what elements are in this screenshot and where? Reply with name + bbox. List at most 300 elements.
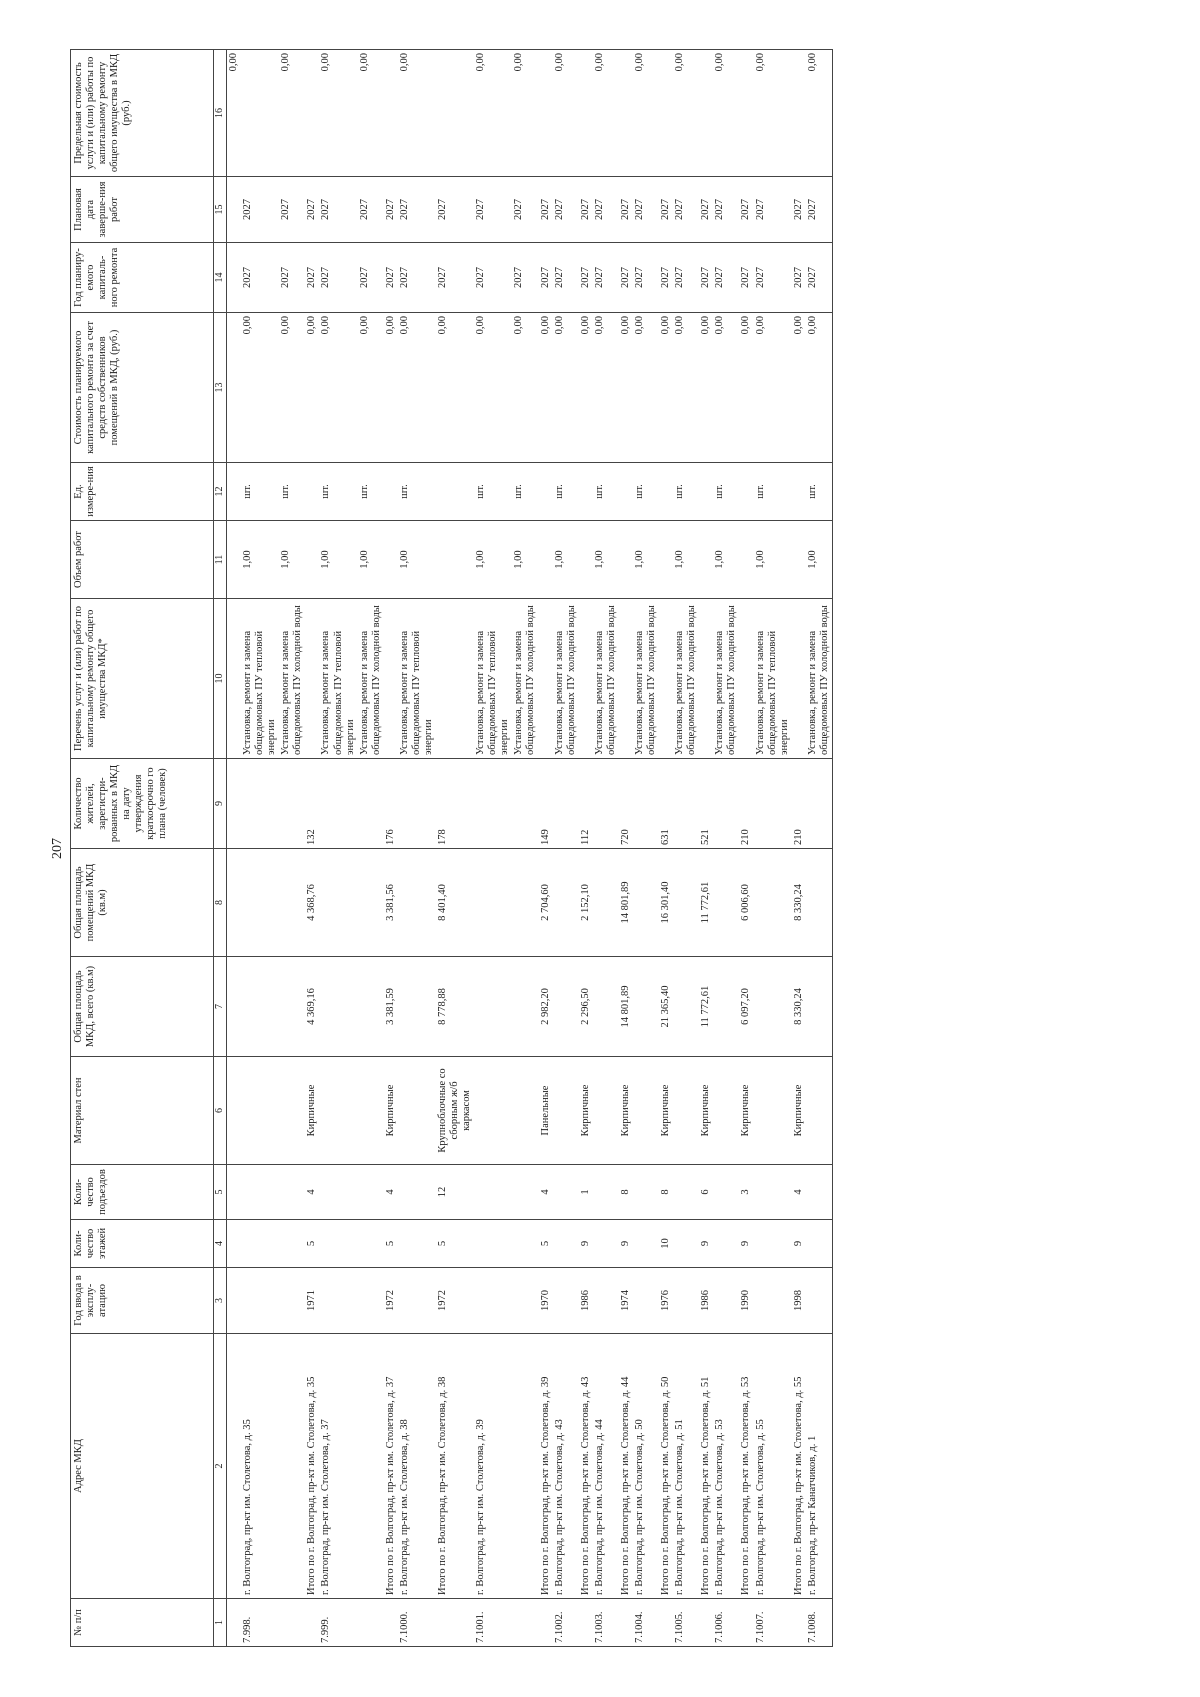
cell-floors-count: 9: [619, 1220, 633, 1268]
cell-residents-count: [279, 759, 305, 849]
cell-end-date: 2027: [699, 177, 713, 243]
table-row: [739, 50, 753, 1647]
cell-residents-count: [633, 759, 659, 849]
cell-end-date: 2027: [739, 177, 753, 243]
cell-unit: шт.: [633, 463, 659, 521]
cell-address: г. Волгоград, пр-кт им. Столетова, д. 43: [553, 1334, 579, 1599]
cell-commission-year: 1976: [659, 1268, 673, 1334]
cell-end-date: 2027: [279, 177, 305, 243]
cell-commission-year: 1974: [619, 1268, 633, 1334]
cell-address: г. Волгоград, пр-кт им. Столетова, д. 38: [398, 1334, 436, 1599]
cell-unit: шт.: [319, 463, 357, 521]
cell-cost: 0,00: [553, 313, 579, 463]
cell-works-list: [539, 599, 553, 759]
cell-total-area: 6 097,20: [739, 957, 753, 1057]
cell-commission-year: 1972: [384, 1268, 398, 1334]
cell-work-volume: 1,00: [319, 521, 357, 599]
cell-entrances-count: [713, 1165, 739, 1220]
cell-unit: [579, 463, 593, 521]
column-header: Коли-чество подъездов: [71, 1165, 214, 1220]
column-number: 14: [214, 243, 227, 313]
cell-work-volume: [699, 521, 713, 599]
column-number: 1: [214, 1599, 227, 1647]
cell-unit: шт.: [754, 463, 792, 521]
column-number: 5: [214, 1165, 227, 1220]
cell-unit: шт.: [474, 463, 512, 521]
column-header: Год ввода в эксплу-атацию: [71, 1268, 214, 1334]
cell-rooms-area: [398, 849, 436, 957]
cell-commission-year: [474, 1268, 512, 1334]
cell-plan-year: 2027: [474, 243, 512, 313]
cell-rooms-area: 4 368,76: [305, 849, 319, 957]
cell-rooms-area: 8 330,24: [792, 849, 806, 957]
cell-wall-material: Кирпичные: [792, 1057, 806, 1165]
cell-cost: 0,00: [474, 313, 512, 463]
cell-cost: 0,00: [436, 313, 474, 463]
table-row: [319, 50, 357, 1647]
cell-works-list: [384, 599, 398, 759]
cell-cost: [227, 313, 242, 463]
cell-total-area: 8 778,88: [436, 957, 474, 1057]
cell-total-area: [512, 957, 538, 1057]
cell-total-area: [713, 957, 739, 1057]
table-row: [659, 50, 673, 1647]
cell-work-volume: 1,00: [633, 521, 659, 599]
table-row: [436, 50, 474, 1647]
cell-entrances-count: 4: [384, 1165, 398, 1220]
cell-rooms-area: 14 801,89: [619, 849, 633, 957]
cell-row-number: [227, 1599, 242, 1647]
column-number: 11: [214, 521, 227, 599]
table-row: [806, 50, 833, 1647]
cell-rooms-area: [319, 849, 357, 957]
table-row: [579, 50, 593, 1647]
cell-address: Итого по г. Волгоград, пр-кт им. Столетова, д. 39: [539, 1334, 553, 1599]
cell-unit: шт.: [553, 463, 579, 521]
table-row: [305, 50, 319, 1647]
cell-commission-year: [806, 1268, 833, 1334]
column-number: 12: [214, 463, 227, 521]
cell-limit-cost: [659, 50, 673, 177]
cell-wall-material: Кирпичные: [384, 1057, 398, 1165]
cell-plan-year: 2027: [593, 243, 619, 313]
cell-works-list: Установка, ремонт и замена общедомовых ПУ тепловой энергии: [754, 599, 792, 759]
cell-address: г. Волгоград, пр-кт им. Столетова, д. 37: [319, 1334, 357, 1599]
cell-commission-year: [593, 1268, 619, 1334]
column-number: 13: [214, 313, 227, 463]
cell-entrances-count: [474, 1165, 512, 1220]
cell-address: [512, 1334, 538, 1599]
cell-floors-count: 9: [792, 1220, 806, 1268]
cell-limit-cost: 0,00: [633, 50, 659, 177]
cell-floors-count: [512, 1220, 538, 1268]
column-number: 3: [214, 1268, 227, 1334]
cell-commission-year: 1998: [792, 1268, 806, 1334]
cell-rooms-area: [241, 849, 279, 957]
cell-cost: 0,00: [358, 313, 384, 463]
column-number: 2: [214, 1334, 227, 1599]
cell-total-area: [319, 957, 357, 1057]
cell-works-list: Установка, ремонт и замена общедомовых ПУ тепловой энергии: [319, 599, 357, 759]
cell-works-list: [227, 599, 242, 759]
table-row: [241, 50, 279, 1647]
cell-floors-count: [754, 1220, 792, 1268]
cell-unit: шт.: [398, 463, 436, 521]
cell-plan-year: 2027: [579, 243, 593, 313]
cell-end-date: 2027: [305, 177, 319, 243]
column-header: Коли-чество этажей: [71, 1220, 214, 1268]
cell-end-date: 2027: [792, 177, 806, 243]
cell-limit-cost: 0,00: [754, 50, 792, 177]
cell-works-list: Установка, ремонт и замена общедомовых ПУ холодной воды: [553, 599, 579, 759]
table-row: [539, 50, 553, 1647]
cell-floors-count: 9: [579, 1220, 593, 1268]
cell-residents-count: 132: [305, 759, 319, 849]
cell-plan-year: 2027: [792, 243, 806, 313]
table-row: [699, 50, 713, 1647]
cell-works-list: Установка, ремонт и замена общедомовых ПУ тепловой энергии: [474, 599, 512, 759]
cell-rooms-area: [633, 849, 659, 957]
cell-plan-year: 2027: [659, 243, 673, 313]
cell-row-number: [699, 1599, 713, 1647]
cell-residents-count: [713, 759, 739, 849]
cell-works-list: [739, 599, 753, 759]
cell-plan-year: 2027: [512, 243, 538, 313]
cell-limit-cost: [619, 50, 633, 177]
cell-total-area: [593, 957, 619, 1057]
cell-address: Итого по г. Волгоград, пр-кт им. Столетова, д. 50: [659, 1334, 673, 1599]
cell-commission-year: [227, 1268, 242, 1334]
cell-rooms-area: [358, 849, 384, 957]
cell-row-number: [358, 1599, 384, 1647]
cell-work-volume: [384, 521, 398, 599]
cell-commission-year: 1986: [579, 1268, 593, 1334]
cell-wall-material: [633, 1057, 659, 1165]
cell-floors-count: [593, 1220, 619, 1268]
cell-unit: шт.: [713, 463, 739, 521]
cell-address: Итого по г. Волгоград, пр-кт им. Столетова, д. 53: [739, 1334, 753, 1599]
cell-end-date: 2027: [713, 177, 739, 243]
cell-work-volume: [739, 521, 753, 599]
cell-row-number: [792, 1599, 806, 1647]
cell-works-list: Установка, ремонт и замена общедомовых ПУ холодной воды: [358, 599, 384, 759]
cell-row-number: 7.1003.: [593, 1599, 619, 1647]
cell-cost: 0,00: [619, 313, 633, 463]
cell-cost: 0,00: [305, 313, 319, 463]
cell-end-date: 2027: [319, 177, 357, 243]
cell-cost: 0,00: [713, 313, 739, 463]
cell-residents-count: [806, 759, 833, 849]
cell-wall-material: [512, 1057, 538, 1165]
table-row: [713, 50, 739, 1647]
column-header: Общая площадь помещений МКД (кв.м): [71, 849, 214, 957]
cell-wall-material: Кирпичные: [739, 1057, 753, 1165]
cell-works-list: Установка, ремонт и замена общедомовых ПУ холодной воды: [512, 599, 538, 759]
cell-work-volume: 1,00: [279, 521, 305, 599]
cell-unit: [384, 463, 398, 521]
cell-row-number: 7.1001.: [474, 1599, 512, 1647]
cell-commission-year: [633, 1268, 659, 1334]
cell-limit-cost: [539, 50, 553, 177]
cell-commission-year: 1971: [305, 1268, 319, 1334]
cell-floors-count: [358, 1220, 384, 1268]
table-row: [398, 50, 436, 1647]
cell-works-list: [659, 599, 673, 759]
cell-residents-count: 176: [384, 759, 398, 849]
cell-rooms-area: [754, 849, 792, 957]
cell-rooms-area: 2 152,10: [579, 849, 593, 957]
cell-limit-cost: 0,00: [474, 50, 512, 177]
cell-work-volume: 1,00: [713, 521, 739, 599]
cell-entrances-count: 4: [792, 1165, 806, 1220]
cell-limit-cost: 0,00: [512, 50, 538, 177]
table-row: [754, 50, 792, 1647]
cell-cost: 0,00: [539, 313, 553, 463]
cell-residents-count: 521: [699, 759, 713, 849]
cell-wall-material: [241, 1057, 279, 1165]
cell-floors-count: [673, 1220, 699, 1268]
cell-floors-count: 9: [699, 1220, 713, 1268]
cell-commission-year: [512, 1268, 538, 1334]
cell-address: Итого по г. Волгоград, пр-кт им. Столетова, д. 44: [619, 1334, 633, 1599]
cell-work-volume: 1,00: [754, 521, 792, 599]
cell-residents-count: [553, 759, 579, 849]
cell-wall-material: [398, 1057, 436, 1165]
cell-residents-count: [754, 759, 792, 849]
cell-entrances-count: [633, 1165, 659, 1220]
cell-address: г. Волгоград, пр-кт им. Столетова, д. 55: [754, 1334, 792, 1599]
cell-work-volume: 1,00: [806, 521, 833, 599]
cell-commission-year: 1986: [699, 1268, 713, 1334]
cell-plan-year: 2027: [436, 243, 474, 313]
cell-unit: шт.: [279, 463, 305, 521]
cell-wall-material: Панельные: [539, 1057, 553, 1165]
cell-limit-cost: [436, 50, 474, 177]
cell-row-number: [579, 1599, 593, 1647]
cell-unit: шт.: [241, 463, 279, 521]
cell-limit-cost: 0,00: [806, 50, 833, 177]
cell-work-volume: [436, 521, 474, 599]
cell-unit: [619, 463, 633, 521]
cell-commission-year: [673, 1268, 699, 1334]
cell-entrances-count: 12: [436, 1165, 474, 1220]
column-number: 9: [214, 759, 227, 849]
cell-limit-cost: 0,00: [713, 50, 739, 177]
cell-row-number: [512, 1599, 538, 1647]
cell-plan-year: 2027: [754, 243, 792, 313]
cell-limit-cost: 0,00: [227, 50, 242, 177]
cell-cost: 0,00: [319, 313, 357, 463]
cell-total-area: 14 801,89: [619, 957, 633, 1057]
cell-total-area: [241, 957, 279, 1057]
cell-rooms-area: 2 704,60: [539, 849, 553, 957]
cell-rooms-area: [553, 849, 579, 957]
header-row: [71, 50, 214, 1647]
cell-work-volume: 1,00: [673, 521, 699, 599]
cell-total-area: 8 330,24: [792, 957, 806, 1057]
cell-row-number: 7.1007.: [754, 1599, 792, 1647]
cell-plan-year: 2027: [673, 243, 699, 313]
cell-rooms-area: [713, 849, 739, 957]
cell-address: [279, 1334, 305, 1599]
cell-end-date: 2027: [673, 177, 699, 243]
cell-wall-material: [319, 1057, 357, 1165]
cell-entrances-count: [227, 1165, 242, 1220]
cell-cost: 0,00: [279, 313, 305, 463]
cell-unit: шт.: [358, 463, 384, 521]
cell-limit-cost: [739, 50, 753, 177]
cell-end-date: 2027: [593, 177, 619, 243]
cell-plan-year: 2027: [633, 243, 659, 313]
cell-floors-count: 5: [539, 1220, 553, 1268]
cell-residents-count: 720: [619, 759, 633, 849]
cell-unit: шт.: [593, 463, 619, 521]
column-header: Общая площадь МКД, всего (кв.м): [71, 957, 214, 1057]
cell-work-volume: [659, 521, 673, 599]
cell-total-area: 4 369,16: [305, 957, 319, 1057]
cell-rooms-area: 3 381,56: [384, 849, 398, 957]
table-row: [358, 50, 384, 1647]
cell-row-number: 7.999.: [319, 1599, 357, 1647]
cell-end-date: 2027: [358, 177, 384, 243]
cell-entrances-count: [593, 1165, 619, 1220]
cell-wall-material: Кирпичные: [619, 1057, 633, 1165]
cell-limit-cost: 0,00: [398, 50, 436, 177]
column-number-row: [214, 50, 227, 1647]
cell-cost: 0,00: [699, 313, 713, 463]
cell-total-area: [633, 957, 659, 1057]
cell-floors-count: [279, 1220, 305, 1268]
cell-cost: 0,00: [754, 313, 792, 463]
cell-address: Итого по г. Волгоград, пр-кт им. Столетова, д. 37: [384, 1334, 398, 1599]
cell-wall-material: Кирпичные: [699, 1057, 713, 1165]
table-row: [553, 50, 579, 1647]
cell-limit-cost: 0,00: [319, 50, 357, 177]
cell-residents-count: 210: [739, 759, 753, 849]
cell-plan-year: 2027: [358, 243, 384, 313]
cell-entrances-count: [754, 1165, 792, 1220]
cell-entrances-count: [512, 1165, 538, 1220]
cell-unit: [659, 463, 673, 521]
cell-cost: 0,00: [739, 313, 753, 463]
cell-row-number: [305, 1599, 319, 1647]
cell-work-volume: [792, 521, 806, 599]
cell-commission-year: [241, 1268, 279, 1334]
cell-wall-material: [358, 1057, 384, 1165]
cell-works-list: [436, 599, 474, 759]
cell-entrances-count: 3: [739, 1165, 753, 1220]
cell-wall-material: [806, 1057, 833, 1165]
cell-work-volume: 1,00: [593, 521, 619, 599]
cell-total-area: [806, 957, 833, 1057]
cell-total-area: [398, 957, 436, 1057]
table-row: [593, 50, 619, 1647]
cell-work-volume: 1,00: [241, 521, 279, 599]
cell-plan-year: 2027: [319, 243, 357, 313]
cell-limit-cost: 0,00: [358, 50, 384, 177]
cell-address: г. Волгоград, пр-кт им. Столетова, д. 50: [633, 1334, 659, 1599]
cell-entrances-count: 4: [539, 1165, 553, 1220]
cell-cost: 0,00: [633, 313, 659, 463]
cell-work-volume: [539, 521, 553, 599]
cell-residents-count: 631: [659, 759, 673, 849]
cell-works-list: Установка, ремонт и замена общедомовых ПУ холодной воды: [593, 599, 619, 759]
cell-end-date: 2027: [754, 177, 792, 243]
cell-entrances-count: 4: [305, 1165, 319, 1220]
cell-limit-cost: [384, 50, 398, 177]
cell-plan-year: 2027: [539, 243, 553, 313]
cell-address: Итого по г. Волгоград, пр-кт им. Столетова, д. 43: [579, 1334, 593, 1599]
column-number: 16: [214, 50, 227, 177]
cell-rooms-area: 6 006,60: [739, 849, 753, 957]
cell-limit-cost: [699, 50, 713, 177]
column-header: Предельная стоимость услуги и (или) работы по капитальному ремонту общего имущества в МКД (руб.): [71, 50, 214, 177]
cell-works-list: Установка, ремонт и замена общедомовых ПУ тепловой энергии: [241, 599, 279, 759]
cell-unit: [792, 463, 806, 521]
cell-floors-count: [713, 1220, 739, 1268]
column-number: 6: [214, 1057, 227, 1165]
cell-unit: [699, 463, 713, 521]
cell-total-area: [279, 957, 305, 1057]
cell-rooms-area: 8 401,40: [436, 849, 474, 957]
cell-works-list: [699, 599, 713, 759]
cell-floors-count: 5: [305, 1220, 319, 1268]
cell-entrances-count: 8: [619, 1165, 633, 1220]
column-header: Перечень услуг и (или) работ по капитальному ремонту общего имущества МКД*: [71, 599, 214, 759]
column-number: 10: [214, 599, 227, 759]
cell-commission-year: [713, 1268, 739, 1334]
cell-wall-material: [279, 1057, 305, 1165]
cell-wall-material: Кирпичные: [579, 1057, 593, 1165]
cell-end-date: 2027: [806, 177, 833, 243]
cell-plan-year: 2027: [713, 243, 739, 313]
cell-address: [227, 1334, 242, 1599]
cell-total-area: [227, 957, 242, 1057]
cell-address: Итого по г. Волгоград, пр-кт им. Столетова, д. 51: [699, 1334, 713, 1599]
cell-works-list: [305, 599, 319, 759]
cell-end-date: 2027: [512, 177, 538, 243]
cell-address: г. Волгоград, пр-кт Канатчиков, д. 1: [806, 1334, 833, 1599]
cell-entrances-count: 6: [699, 1165, 713, 1220]
cell-residents-count: 149: [539, 759, 553, 849]
cell-entrances-count: [279, 1165, 305, 1220]
cell-wall-material: [593, 1057, 619, 1165]
column-header: Год планиру-емого капиталь-ного ремонта: [71, 243, 214, 313]
cell-rooms-area: 16 301,40: [659, 849, 673, 957]
cell-commission-year: [279, 1268, 305, 1334]
cell-wall-material: [673, 1057, 699, 1165]
cell-residents-count: [319, 759, 357, 849]
cell-plan-year: [227, 243, 242, 313]
column-number: 4: [214, 1220, 227, 1268]
cell-plan-year: 2027: [279, 243, 305, 313]
cell-rooms-area: [593, 849, 619, 957]
column-header: Плановая дата заверше-ния работ: [71, 177, 214, 243]
cell-plan-year: 2027: [398, 243, 436, 313]
cell-work-volume: [305, 521, 319, 599]
cell-wall-material: [754, 1057, 792, 1165]
column-header: Объем работ: [71, 521, 214, 599]
cell-cost: 0,00: [384, 313, 398, 463]
cell-plan-year: 2027: [699, 243, 713, 313]
cell-limit-cost: [579, 50, 593, 177]
column-number: 8: [214, 849, 227, 957]
cell-entrances-count: [806, 1165, 833, 1220]
cell-total-area: 21 365,40: [659, 957, 673, 1057]
cell-works-list: Установка, ремонт и замена общедомовых ПУ тепловой энергии: [398, 599, 436, 759]
cell-unit: шт.: [673, 463, 699, 521]
cell-plan-year: 2027: [305, 243, 319, 313]
